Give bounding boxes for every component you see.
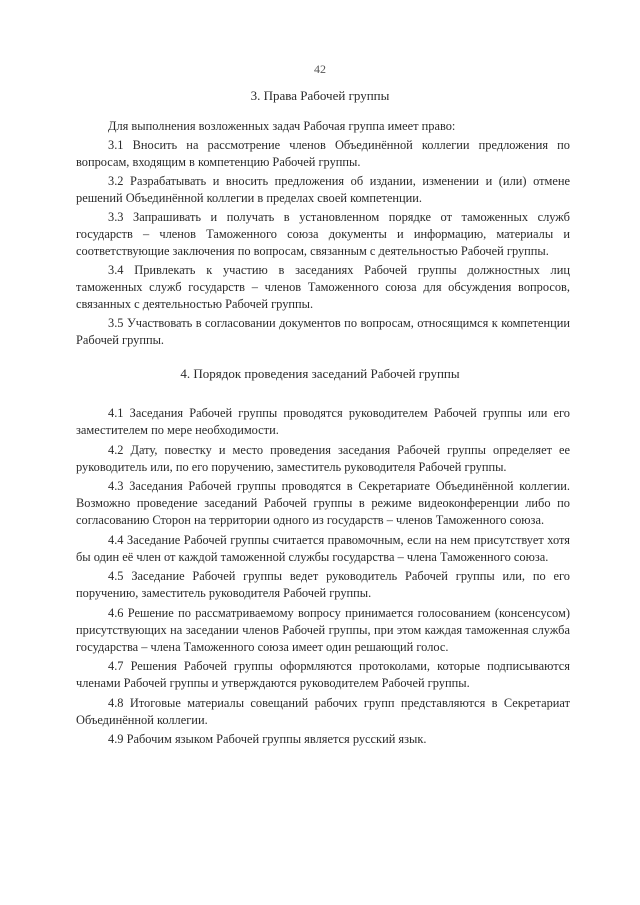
- section-4-item-7: 4.7 Решения Рабочей группы оформляются протоколами, которые подписываются членами Рабочей группы и утверждаются руководителем Рабочей группы.: [76, 659, 570, 690]
- section-4-item-2: 4.2 Дату, повестку и место проведения заседания Рабочей группы определяет ее руководитель или, по его поручению, заместитель руководителя Рабочей группы.: [76, 442, 570, 474]
- page-number: 42: [314, 62, 326, 76]
- section-4-item-4: 4.4 Заседание Рабочей группы считается правомочным, если на нем присутствует хотя бы один её член от каждой таможенной службы государства – члена Таможенного союза.: [76, 532, 570, 564]
- section-4-item-1: 4.1 Заседания Рабочей группы проводятся руководителем Рабочей группы или его заместителем по мере необходимости.: [76, 406, 570, 437]
- section-4-item-6: 4.6 Решение по рассматриваемому вопросу принимается голосованием (консенсусом) присутствующих на заседании членов Рабочей группы, при этом каждая таможенная служба государства – члена Таможенного союза имеет один решающий голос.: [76, 605, 570, 654]
- section-3-heading: 3. Права Рабочей группы: [250, 88, 390, 103]
- section-4-item-8: 4.8 Итоговые материалы совещаний рабочих групп представляются в Секретариат Объединённой коллегии.: [76, 695, 570, 727]
- section-4-body: [76, 405, 570, 748]
- section-3-item-1: 3.1 Вносить на рассмотрение членов Объединённой коллегии предложения по вопросам, входящим в компетенцию Рабочей группы.: [76, 138, 570, 169]
- section-3-item-5: 3.5 Участвовать в согласовании документов по вопросам, относящимся к компетенции Рабочей группы.: [76, 316, 570, 347]
- section-3-item-4: 3.4 Привлекать к участию в заседаниях Рабочей группы должностных лиц таможенных служб государств – членов Таможенного союза для обсуждения вопросов, связанных с деятельностью Рабочей группы.: [76, 263, 570, 311]
- section-3-item-2: 3.2 Разрабатывать и вносить предложения об издании, изменении и (или) отмене решений Объединённой коллегии в пределах своей компетенции.: [76, 174, 570, 205]
- section-4-item-5: 4.5 Заседание Рабочей группы ведет руководитель Рабочей группы или, по его поручению, заместитель руководителя Рабочей группы.: [76, 569, 570, 600]
- section-4-item-3: 4.3 Заседания Рабочей группы проводятся в Секретариате Объединённой коллегии. Возможно проведение заседаний Рабочей группы в режиме видеоконференции либо по согласованию Сторон на территории одного из государств – членов Таможенного союза.: [76, 479, 570, 527]
- section-3-body: [76, 118, 570, 349]
- section-3-item-3: 3.3 Запрашивать и получать в установленном порядке от таможенных служб государств – членов Таможенного союза документы и информацию, материалы и соответствующие заключения по вопросам, связанным с деятельностью Рабочей группы.: [76, 210, 570, 258]
- section-4-heading: 4. Порядок проведения заседаний Рабочей группы: [180, 366, 460, 381]
- section-4-item-9: 4.9 Рабочим языком Рабочей группы является русский язык.: [108, 732, 427, 746]
- section-3-intro: Для выполнения возложенных задач Рабочая группа имеет право:: [108, 119, 456, 133]
